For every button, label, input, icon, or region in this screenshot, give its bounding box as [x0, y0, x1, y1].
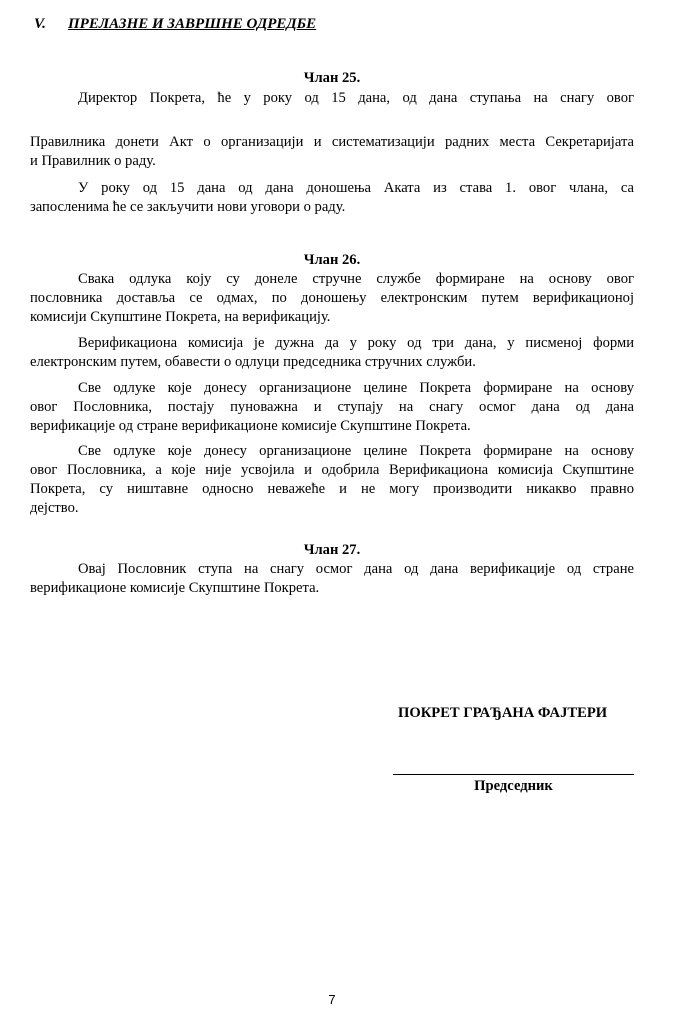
text-line: овог Пословника, постају пуноважна и ступају на снагу осмог дана од дана — [30, 399, 634, 415]
text-line: Директор Покрета, ће у року од 15 дана, од дана ступања на снагу овог — [78, 90, 634, 106]
text-line: Све одлуке које донесу организационе целине Покрета формиране на основу — [78, 380, 634, 396]
section-number: V. — [34, 16, 46, 32]
text-line: Правилника донети Акт о организацији и систематизацији радних места Секретаријата — [30, 134, 634, 150]
text-line: У року од 15 дана од дана доношења Аката из става 1. овог члана, са — [78, 180, 634, 196]
section-heading — [34, 16, 316, 33]
article-27-title: Члан 27. — [303, 542, 361, 558]
text-line: електронским путем, обавести о одлуци председника стручних служби. — [30, 354, 476, 370]
text-line: запосленима ће се закључити нови уговори о раду. — [30, 199, 346, 215]
text-line: Све одлуке које донесу организационе целине Покрета формиране на основу — [78, 443, 634, 459]
article-26-title: Члан 26. — [303, 252, 361, 268]
text-line: Покрета, су ништавне односно неважеће и не могу производити никакво правно — [30, 481, 634, 497]
page-number: 7 — [328, 992, 336, 1007]
article-27-paragraph-1 — [30, 560, 634, 598]
text-line: пословника доставља се одмах, по доношењу електронским путем верификационој — [30, 290, 634, 306]
article-25-title: Члан 25. — [303, 70, 361, 86]
text-line: и Правилник о раду. — [30, 153, 156, 169]
text-line: дејство. — [30, 500, 79, 516]
text-line: комисији Скупштине Покрета, на верификацију. — [30, 309, 331, 325]
article-25-paragraph-1 — [30, 89, 634, 108]
text-line: Свака одлука коју су донеле стручне службе формиране на основу овог — [78, 271, 634, 287]
signature-line — [393, 774, 634, 775]
article-25-paragraph-2 — [30, 179, 634, 217]
organization-name: ПОКРЕТ ГРАЂАНА ФАЈТЕРИ — [398, 705, 608, 721]
text-line: Овај Пословник ступа на снагу осмог дана од дана верификације од стране — [78, 561, 634, 577]
text-line: верификације од стране верификационе комисије Скупштине Покрета. — [30, 418, 471, 434]
text-line: овог Пословника, а које није усвојила и одобрила Верификациона комисија Скупштине — [30, 462, 634, 478]
article-26-paragraph-3 — [30, 379, 634, 436]
signatory-role: Председник — [474, 778, 553, 794]
text-line: Верификациона комисија је дужна да у року од три дана, у писменој форми — [78, 335, 634, 351]
article-26-paragraph-4 — [30, 442, 634, 518]
article-25-paragraph-1-continued — [30, 133, 634, 171]
article-26-paragraph-1 — [30, 270, 634, 327]
text-line: верификационе комисије Скупштине Покрета. — [30, 580, 320, 596]
section-title: ПРЕЛАЗНЕ И ЗАВРШНЕ ОДРЕДБЕ — [68, 16, 317, 32]
article-26-paragraph-2 — [30, 334, 634, 372]
